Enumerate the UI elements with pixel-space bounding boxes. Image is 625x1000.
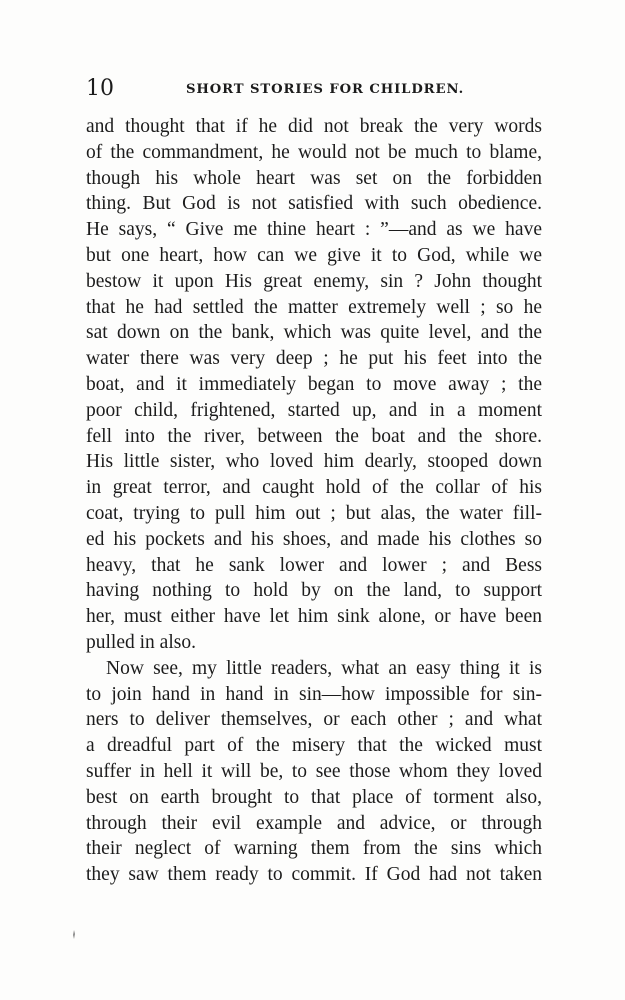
page-number: 10: [86, 76, 114, 101]
text-line: bestow it upon His great enemy, sin ? John thought: [86, 270, 542, 292]
text-line: but one heart, how can we give it to God, while we: [86, 244, 542, 266]
text-line: water there was very deep ; he put his feet into the: [86, 348, 542, 370]
text-line: coat, trying to pull him out ; but alas, the water fill-: [86, 502, 542, 524]
text-line: poor child, frightened, started up, and in a moment: [86, 399, 542, 421]
text-line: of the commandment, he would not be much to blame,: [86, 141, 542, 163]
text-line: to join hand in hand in sin—how impossible for sin-: [86, 683, 542, 705]
body-text: [86, 114, 542, 888]
text-line: that he had settled the matter extremely well ; so he: [86, 296, 542, 318]
text-line: having nothing to hold by on the land, to support: [86, 580, 542, 602]
text-line: ners to deliver themselves, or each other ; and what: [86, 709, 542, 731]
text-line: their neglect of warning them from the sins which: [86, 838, 542, 860]
paragraph-end-line: pulled in also.: [86, 631, 196, 653]
text-line: though his whole heart was set on the forbidden: [86, 167, 542, 189]
text-line: boat, and it immediately began to move away ; the: [86, 373, 542, 395]
text-line: and thought that if he did not break the very words: [86, 116, 542, 137]
text-line: ed his pockets and his shoes, and made his clothes so: [86, 528, 542, 550]
text-line: His little sister, who loved him dearly, stooped down: [86, 451, 542, 473]
text-line: heavy, that he sank lower and lower ; and Bess: [86, 554, 542, 576]
text-line: fell into the river, between the boat and the shore.: [86, 425, 542, 447]
running-head: [86, 74, 552, 104]
text-line: He says, “ Give me thine heart : ”—and as we have: [86, 219, 542, 241]
paragraph-start-line: Now see, my little readers, what an easy thing it is: [106, 657, 542, 679]
text-line: suffer in hell it will be, to see those whom they loved: [86, 760, 542, 782]
text-line: through their evil example and advice, or through: [86, 812, 542, 834]
ink-speck: [72, 930, 76, 939]
text-line: they saw them ready to commit. If God had not taken: [86, 864, 542, 886]
book-title: SHORT STORIES FOR CHILDREN.: [186, 82, 465, 97]
text-line: her, must either have let him sink alone, or have been: [86, 606, 542, 628]
text-line: a dreadful part of the misery that the wicked must: [86, 735, 542, 757]
text-line: thing. But God is not satisfied with such obedience.: [86, 193, 542, 215]
text-line: best on earth brought to that place of torment also,: [86, 786, 542, 808]
text-line: sat down on the bank, which was quite level, and the: [86, 322, 542, 344]
text-line: in great terror, and caught hold of the collar of his: [86, 477, 542, 499]
ink-speck-icon: [72, 930, 76, 939]
